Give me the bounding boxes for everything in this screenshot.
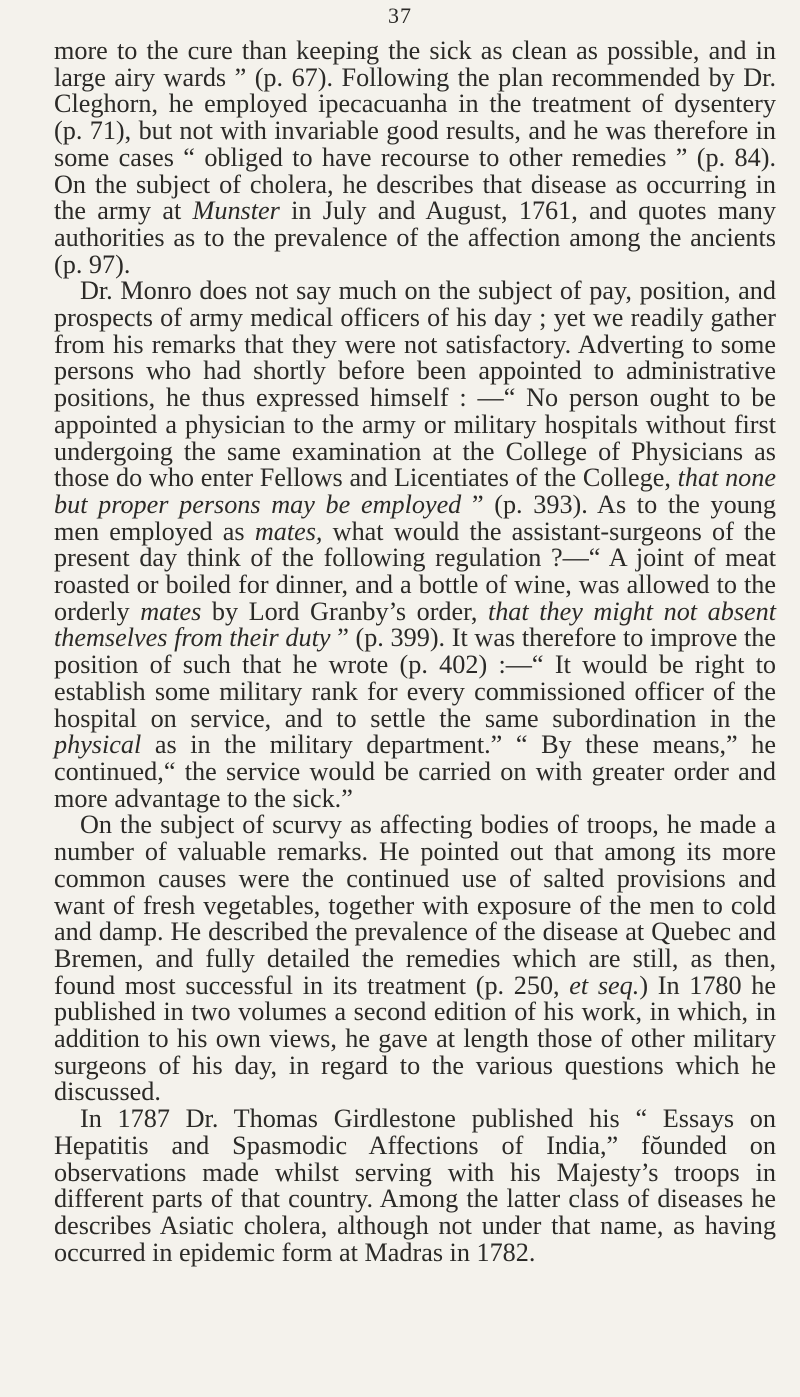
- text-run: On the subject of scurvy as affecting bodies of troops, he made a number of valuable remarks. He pointed out that among its more common causes were the continued use of salted provisions and want of fresh vegetables, together with exposure of the men to cold and damp. He described the prevalence of the disease at Quebec and Bremen, and fully detailed the remedies which are still, as then, found most successful in its treatment (p. 250,: [54, 810, 776, 1000]
- text-run: in July and August, 1761, and quotes many authorities as to the prevalence of the affection among the ancients (p. 97).: [54, 196, 776, 279]
- text-run: what would the assistant-surgeons of the present day think of the following regulation ?—“ A joint of meat roasted or boiled for dinner, and a bottle of wine, was allowed to the orderly: [54, 516, 777, 626]
- italic-text: mates: [140, 596, 202, 626]
- italic-text: Munster: [192, 196, 280, 226]
- paragraph: [54, 1106, 776, 1266]
- text-run: by Lord Granby’s order,: [201, 596, 488, 626]
- italic-text: mates,: [254, 516, 323, 546]
- body-text: [54, 38, 776, 1266]
- italic-text: that none but proper persons may be employed: [54, 463, 776, 519]
- text-run: ) In 1780 he published in two volumes a second edition of his work, in which, in addition to his own views, he gave at length those of other military surgeons of his day, in regard to the various questions which he discussed.: [54, 970, 776, 1107]
- text-run: In 1787 Dr. Thomas Girdlestone published his “ Essays on Hepatitis and Spasmodic Affections of India,” fŏunded on observations made whilst serving with his Majesty’s troops in different parts of that country. Among the latter class of diseases he describes Asiatic cholera, although not under that name, as having occurred in epidemic form at Madras in 1782.: [54, 1104, 776, 1267]
- paragraph: [54, 812, 776, 1106]
- italic-text: physical: [54, 730, 142, 760]
- text-run: ” (p. 399). It was therefore to improve the position of such that he wrote (p. 402) :—“ It would be right to establish some military rank for every commissioned officer of the hospital on service, and to settle the same subordination in the: [54, 623, 776, 733]
- page-number: 37: [388, 3, 412, 28]
- text-run: as in the military department.” “ By these means,” he continued,“ the service would be carried on with greater order and more advantage to the sick.”: [54, 730, 776, 813]
- italic-text: et seq.: [569, 970, 640, 1000]
- text-run: ” (p. 393). As to the young men employed as: [54, 489, 776, 546]
- text-run: Dr. Monro does not say much on the subject of pay, position, and prospects of army medical officers of his day ; yet we readily gather from his remarks that they were not satisfactory. Adverting to some persons who had shortly before been appointed to administrative positions, he thus expressed himself : —“ No person ought to be appointed a physician to the army or military hospitals without first undergoing the same examination at the College of Physicians as those do who enter Fellows and Licentiates of the College,: [54, 276, 776, 493]
- paragraph: [54, 278, 776, 812]
- text-run: more to the cure than keeping the sick as clean as possible, and in large airy wards ” (p. 67). Following the plan recommended by Dr. Cleghorn, he employed ipecacuanha in the treatment of dysentery (p. 71), but not with invariable good results, and he was therefore in some cases “ obliged to have recourse to other remedies ” (p. 84). On the subject of cholera, he describes that disease as occurring in the army at: [54, 36, 776, 226]
- italic-text: that they might not absent themselves from their duty: [54, 596, 777, 653]
- paragraph: [54, 38, 776, 278]
